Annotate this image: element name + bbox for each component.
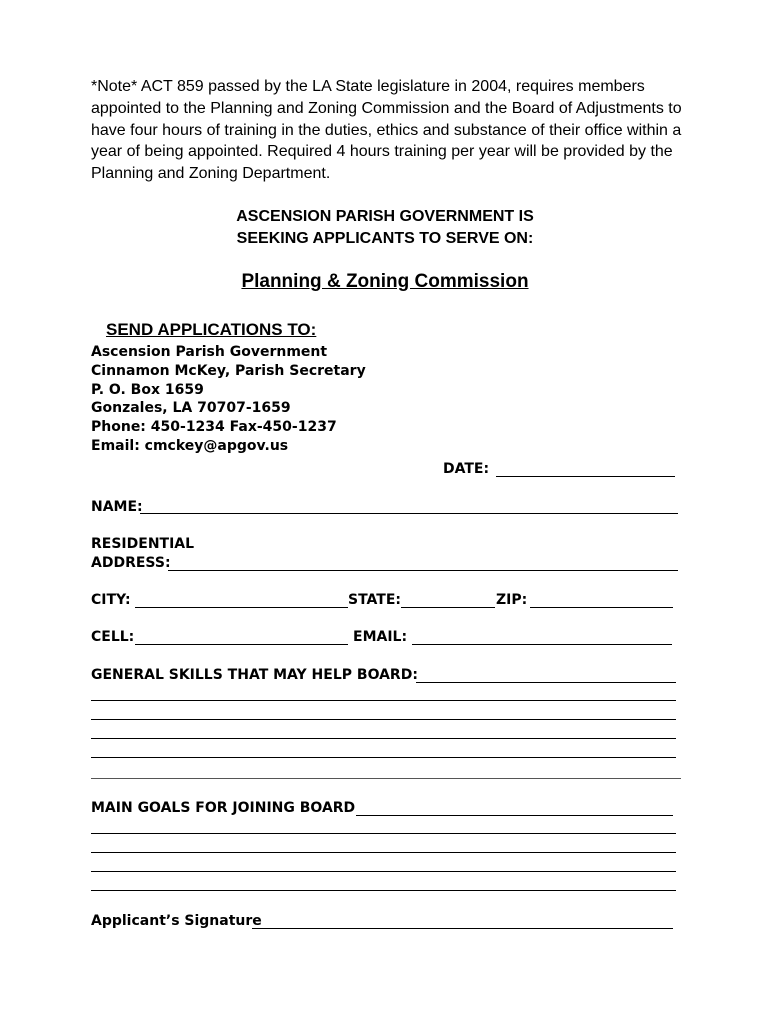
section-divider bbox=[91, 778, 681, 779]
skills-line[interactable] bbox=[91, 700, 676, 701]
cell-field[interactable] bbox=[135, 644, 348, 645]
date-field[interactable] bbox=[496, 476, 675, 477]
state-label: STATE: bbox=[348, 592, 402, 608]
name-field[interactable] bbox=[140, 513, 678, 514]
address-field[interactable] bbox=[168, 570, 678, 571]
commission-title: Planning & Zoning Commission bbox=[241, 271, 529, 292]
mailing-address bbox=[91, 343, 366, 456]
skills-line[interactable] bbox=[91, 757, 676, 758]
address-line: Cinnamon McKey, Parish Secretary bbox=[91, 362, 366, 379]
act-859-note: *Note* ACT 859 passed by the LA State legislature in 2004, requires members appointed to the Planning and Zoning Commission and the Board of Adjustments to have four hours of training in the duties, ethics and substance of their office within a year of being appointed. Required 4 hours training per year will be provided by the Planning and Zoning Department. bbox=[91, 78, 682, 183]
goals-line[interactable] bbox=[91, 852, 676, 853]
zip-field[interactable] bbox=[530, 607, 673, 608]
address-line: Ascension Parish Government bbox=[91, 344, 328, 360]
heading-line-1: ASCENSION PARISH GOVERNMENT IS bbox=[236, 208, 534, 225]
skills-line[interactable] bbox=[91, 738, 676, 739]
address-line: Gonzales, LA 70707-1659 bbox=[91, 400, 291, 417]
cell-label: CELL: bbox=[91, 629, 135, 645]
address-line: Phone: 450-1234 Fax-450-1237 bbox=[91, 419, 337, 436]
city-label: CITY: bbox=[91, 592, 131, 608]
goals-field[interactable] bbox=[356, 815, 673, 816]
zip-label: ZIP: bbox=[496, 592, 528, 608]
city-field[interactable] bbox=[135, 607, 348, 608]
email-field[interactable] bbox=[412, 644, 672, 645]
goals-line[interactable] bbox=[91, 890, 676, 891]
email-label: EMAIL: bbox=[353, 629, 408, 645]
state-field[interactable] bbox=[401, 607, 495, 608]
heading-line-2: SEEKING APPLICANTS TO SERVE ON: bbox=[236, 230, 534, 247]
skills-label: GENERAL SKILLS THAT MAY HELP BOARD: bbox=[91, 667, 418, 683]
address-line: Email: cmckey@apgov.us bbox=[91, 437, 289, 454]
send-applications-label: SEND APPLICATIONS TO: bbox=[106, 320, 317, 339]
residential-label: RESIDENTIAL bbox=[91, 536, 195, 552]
address-line: P. O. Box 1659 bbox=[91, 381, 204, 398]
goals-line[interactable] bbox=[91, 871, 676, 872]
signature-field[interactable] bbox=[252, 928, 673, 929]
goals-line[interactable] bbox=[91, 833, 676, 834]
signature-label: Applicant’s Signature bbox=[91, 913, 262, 929]
name-label: NAME: bbox=[91, 499, 143, 515]
skills-line[interactable] bbox=[91, 719, 676, 720]
address-label: ADDRESS: bbox=[91, 555, 171, 571]
date-label: DATE: bbox=[443, 461, 490, 477]
goals-label: MAIN GOALS FOR JOINING BOARD bbox=[91, 800, 356, 816]
skills-field[interactable] bbox=[416, 682, 676, 683]
